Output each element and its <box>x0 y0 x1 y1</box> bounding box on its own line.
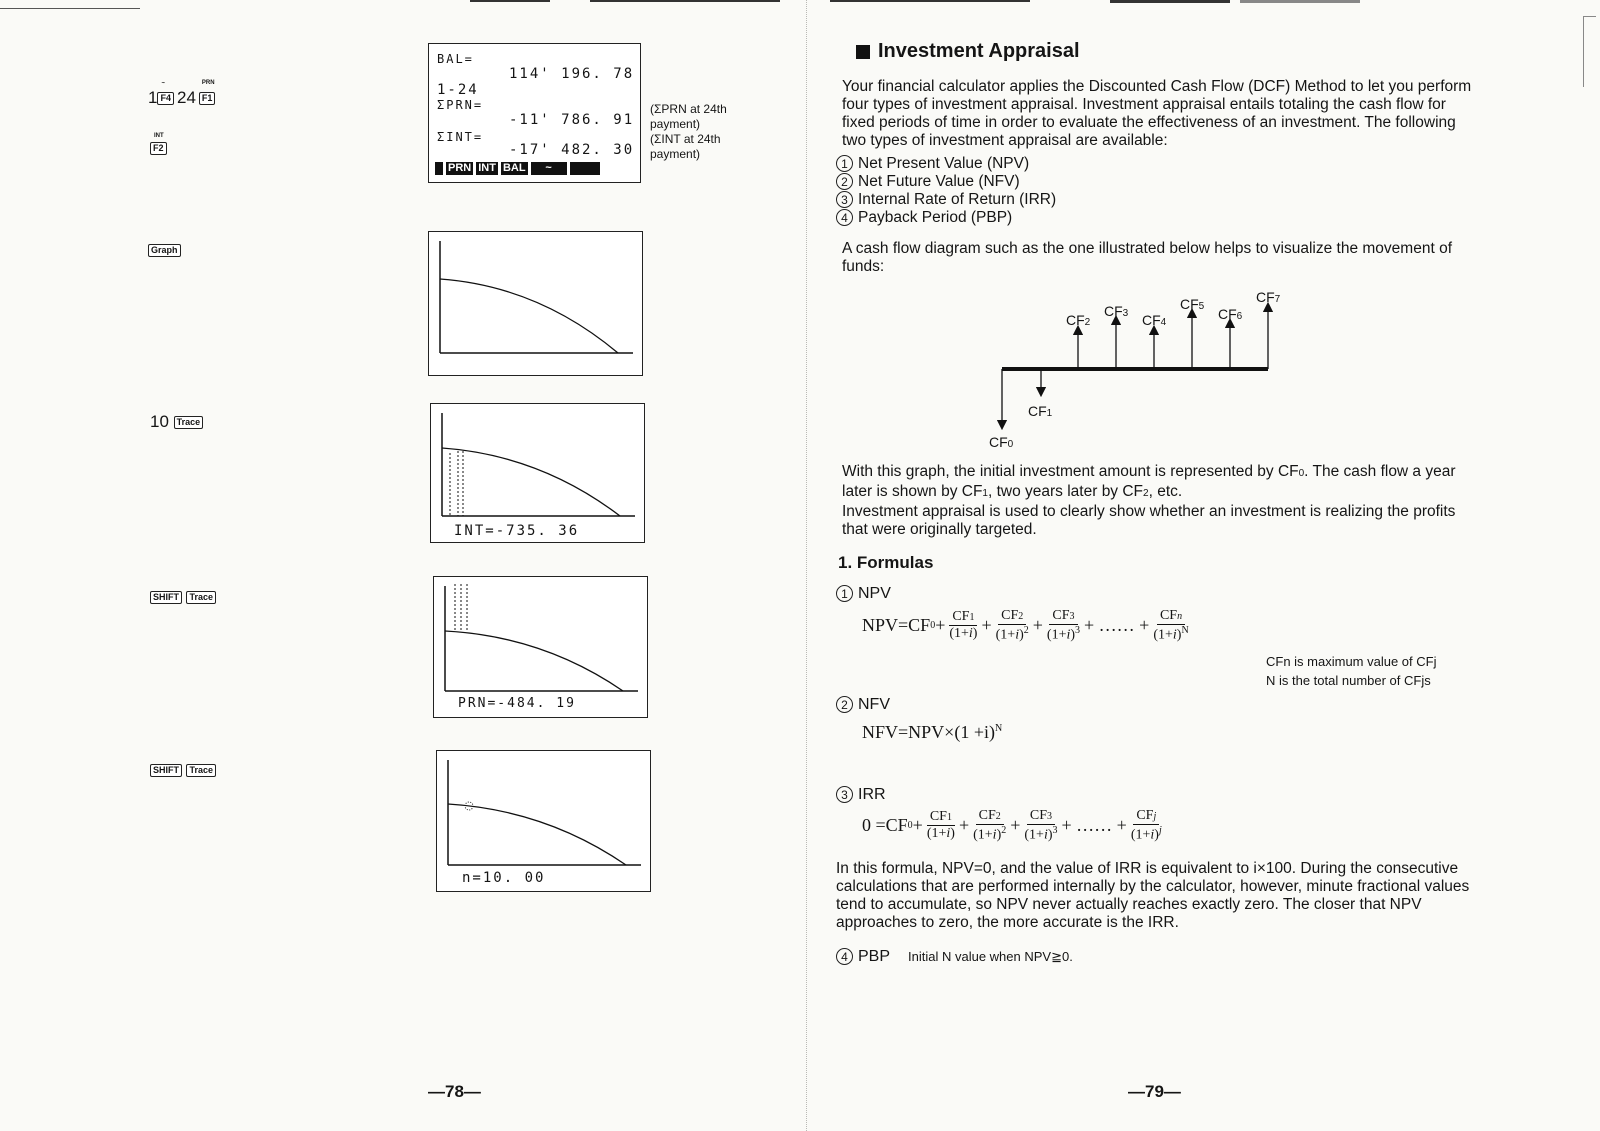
graph-key[interactable]: Graph <box>148 244 181 257</box>
key-tag: ~ <box>161 81 165 87</box>
note-line: (ΣINT at 24th <box>650 132 721 146</box>
note-line: CFn is maximum value of CFj <box>1266 654 1437 669</box>
circled-number: 1 <box>836 155 853 172</box>
shift-key[interactable]: SHIFT <box>150 764 182 777</box>
cf7-label: CF7 <box>1256 289 1281 305</box>
note-line: N is the total number of CFjs <box>1266 673 1431 688</box>
page-spine <box>806 0 807 1131</box>
softkey-tilde[interactable]: ~ <box>531 162 567 175</box>
key-sequence-2 <box>148 242 181 260</box>
key-sequence-1 <box>148 80 215 108</box>
list-item-text: Payback Period (PBP) <box>858 209 1013 226</box>
page-number-left: —78— <box>428 1082 481 1101</box>
display-line: BAL= <box>437 52 474 66</box>
list-item-text: Internal Rate of Return (IRR) <box>858 191 1057 208</box>
section-heading <box>856 40 1080 63</box>
cf0-label: CF0 <box>989 434 1014 450</box>
display-line: -17' 482. 30 <box>509 142 635 158</box>
key-tag: INT <box>154 133 164 139</box>
key-sequence-3 <box>150 412 203 432</box>
key-sequence-1b <box>150 133 167 158</box>
key-sequence-4 <box>150 589 216 607</box>
trace-readout-n: n=10. 00 <box>462 870 546 886</box>
calculator-display-results <box>428 43 641 183</box>
cf2-label: CF2 <box>1066 312 1091 328</box>
cf3-label: CF3 <box>1104 303 1129 319</box>
circled-number: 4 <box>836 209 853 226</box>
softkey-blank[interactable] <box>570 162 600 175</box>
nfv-title: 2 NFV <box>836 696 890 714</box>
list-item-text: Net Present Value (NPV) <box>858 155 1030 172</box>
note-line: (ΣPRN at 24th <box>650 102 727 116</box>
graph-display-2 <box>430 403 645 543</box>
shift-key[interactable]: SHIFT <box>150 591 182 604</box>
f4-key[interactable]: F4 <box>157 92 174 105</box>
irr-title: 3 IRR <box>836 786 886 804</box>
key-digit: 10 <box>150 412 169 431</box>
npv-formula: NPV=CF 0 + $\frac{CF1}{(1+i)}$ + $\frac{CF2}{(1+i)^2}$ + $\frac{CF3}{(1+i)^3}$ + …… + CFn $(1+i)^N$ <box>862 608 1189 643</box>
graph-explanation-2: Investment appraisal is used to clearly show whether an investment is realizing the profits that were originally targeted. <box>842 503 1456 538</box>
trace-readout-int: INT=-735. 36 <box>454 523 580 539</box>
trace-key[interactable]: Trace <box>186 591 216 604</box>
f2-key[interactable]: F2 <box>150 142 167 155</box>
cf6-label: CF6 <box>1218 306 1243 322</box>
list-item <box>836 173 1056 191</box>
display-line: ΣPRN= <box>437 98 484 112</box>
page-number-right: —79— <box>1128 1082 1181 1101</box>
list-item <box>836 209 1056 227</box>
softkey-prn[interactable]: PRN <box>448 162 472 174</box>
pbp-text: Initial N value when NPV≧0. <box>908 949 1073 964</box>
display-line: -11' 786. 91 <box>509 112 635 128</box>
graph-display-1 <box>428 231 643 376</box>
npv-title: 1 NPV <box>836 585 891 603</box>
page-title: Investment Appraisal <box>878 40 1080 62</box>
soft-key-bar <box>435 162 600 175</box>
softkey-bal[interactable]: BAL <box>502 162 526 174</box>
softkey-int[interactable]: INT <box>478 162 496 174</box>
square-bullet-icon <box>856 45 870 59</box>
f1-key[interactable]: F1 <box>199 92 216 105</box>
display-line: 114' 196. 78 <box>509 66 635 82</box>
trace-readout-prn: PRN=-484. 19 <box>458 696 576 711</box>
intro-paragraph: Your financial calculator applies the Discounted Cash Flow (DCF) Method to let you perform four types of investment appraisal. Investment appraisal entails totaling the cash flow for fixed periods of time in order to evaluate the effectiveness of an investment. The following two types of investment appraisal are available: <box>842 78 1472 149</box>
trace-key[interactable]: Trace <box>174 416 204 429</box>
list-item-text: Net Future Value (NFV) <box>858 173 1020 190</box>
pbp-title: 4 PBP Initial N value when NPV≧0. <box>836 948 1073 966</box>
appraisal-types-list <box>836 155 1056 227</box>
list-item <box>836 191 1056 209</box>
display-notes <box>650 102 727 162</box>
key-tag: PRN <box>201 80 215 86</box>
display-line: ΣINT= <box>437 130 484 144</box>
diagram-intro: A cash flow diagram such as the one illustrated below helps to visualize the movement of funds: <box>842 240 1452 275</box>
display-line: 1-24 <box>437 82 479 98</box>
cursor-block <box>435 162 443 175</box>
page-corner-mark <box>1583 16 1596 87</box>
graph-explanation: With this graph, the initial investment amount is represented by CF0. The cash flow a year later is shown by CF1, two years later by CF2, etc. Investment appraisal is used to clearly show whether an investment is realizing the profits that were originally targeted. <box>842 463 1456 538</box>
nfv-formula: $NFV=NPV\times(1 +i)^N$ <box>862 722 1003 742</box>
cf4-label: CF4 <box>1142 312 1167 328</box>
key-digit: 1 <box>148 88 158 107</box>
cf5-label: CF5 <box>1180 296 1205 312</box>
list-item <box>836 155 1056 173</box>
key-digit: 24 <box>176 88 196 107</box>
key-sequence-5 <box>150 762 216 780</box>
circled-number: 3 <box>836 191 853 208</box>
irr-formula: 0 =CF 0 + $\frac{CF1}{(1+i)}$ + $\frac{CF2}{(1+i)^2}$ + $\frac{CF3}{(1+i)^3}$ + …… + CFj $(1+i)^j$ <box>862 808 1162 843</box>
npv-notes <box>1266 652 1436 690</box>
note-line: payment) <box>650 117 701 131</box>
section-subheading: 1. Formulas <box>838 553 934 572</box>
circled-number: 2 <box>836 173 853 190</box>
cf1-label: CF1 <box>1028 403 1053 419</box>
note-line: payment) <box>650 147 701 161</box>
trace-key[interactable]: Trace <box>186 764 216 777</box>
irr-explanation: In this formula, NPV=0, and the value of IRR is equivalent to i×100. During the consecutive calculations that are performed internally by the calculator, however, minute fractional values tend to accumulate, so NPV never actually reaches exactly zero. The closer that NPV approaches to zero, the more accurate is the IRR. <box>836 860 1470 931</box>
